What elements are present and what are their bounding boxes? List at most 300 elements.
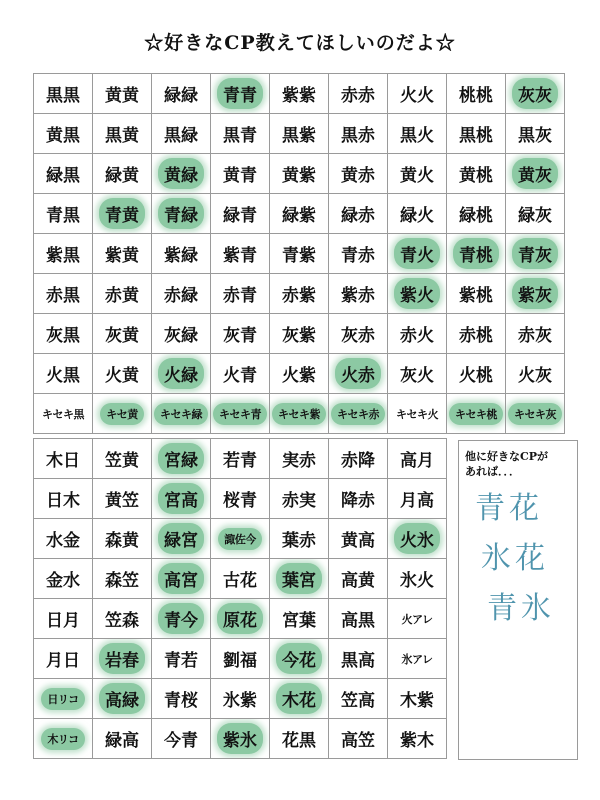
cp-label: 火火 (400, 86, 434, 106)
cp-cell (447, 114, 506, 154)
grid-row (34, 519, 447, 559)
cp-cell (34, 599, 93, 639)
cp-label: 赤実 (282, 491, 316, 511)
cp-cell (93, 234, 152, 274)
cp-label: 黒高 (341, 651, 375, 671)
cp-label-highlighted: 青黄 (99, 198, 145, 229)
grid-row (34, 314, 565, 354)
cp-cell (152, 639, 211, 679)
cp-label: 笠高 (341, 691, 375, 711)
cp-cell (506, 234, 565, 274)
cp-label: 赤青 (223, 286, 257, 306)
handwritten-cp-1: 青花 (475, 491, 543, 526)
cp-label-highlighted: 青桃 (453, 238, 499, 269)
cp-cell (329, 354, 388, 394)
cp-cell (388, 639, 447, 679)
cp-cell (211, 479, 270, 519)
cp-cell (388, 74, 447, 114)
cp-cell (506, 154, 565, 194)
cp-label: 若青 (223, 451, 257, 471)
cp-cell (270, 439, 329, 479)
cp-label: 灰黒 (46, 326, 80, 346)
cp-cell (152, 114, 211, 154)
grid-row (34, 154, 565, 194)
cp-label-highlighted: 岩春 (99, 643, 145, 674)
cp-cell (270, 314, 329, 354)
cp-label-highlighted: 今花 (276, 643, 322, 674)
cp-label: 火青 (223, 366, 257, 386)
cp-cell (34, 394, 93, 434)
cp-label: 桃桃 (459, 86, 493, 106)
cp-cell (329, 599, 388, 639)
cp-cell (34, 194, 93, 234)
cp-label-highlighted: 紫氷 (217, 723, 263, 754)
cp-cell (447, 154, 506, 194)
cp-cell (211, 234, 270, 274)
grid-row (34, 354, 565, 394)
cp-cell (152, 599, 211, 639)
cp-label: 赤桃 (459, 326, 493, 346)
cp-label: 紫赤 (341, 286, 375, 306)
cp-label: 火黒 (46, 366, 80, 386)
cp-cell (506, 74, 565, 114)
cp-label: 灰緑 (164, 326, 198, 346)
cp-cell (447, 234, 506, 274)
cp-label-highlighted: キセキ赤 (331, 403, 385, 425)
cp-cell (152, 314, 211, 354)
cp-cell (152, 439, 211, 479)
cp-label: 灰赤 (341, 326, 375, 346)
cp-cell (506, 114, 565, 154)
cp-cell (93, 519, 152, 559)
cp-cell (329, 234, 388, 274)
cp-label: 灰黄 (105, 326, 139, 346)
cp-label: 高月 (400, 451, 434, 471)
cp-label: 緑青 (223, 206, 257, 226)
cp-label-highlighted: 木リコ (41, 728, 84, 750)
grid-row (34, 559, 447, 599)
cp-label: 青若 (164, 651, 198, 671)
cp-cell (211, 719, 270, 759)
grid-row (34, 599, 447, 639)
cp-cell (329, 559, 388, 599)
cp-label: 黄高 (341, 531, 375, 551)
cp-label: 日月 (46, 611, 80, 631)
cp-label: 森黄 (105, 531, 139, 551)
cp-cell (34, 439, 93, 479)
cp-cell (388, 314, 447, 354)
cp-cell (270, 519, 329, 559)
cp-label: 日木 (46, 491, 80, 511)
cp-label-highlighted: 葉宮 (276, 563, 322, 594)
cp-label-highlighted: 青灰 (512, 238, 558, 269)
cp-label: 黒赤 (341, 126, 375, 146)
cp-label: 火桃 (459, 366, 493, 386)
cp-label: 火灰 (518, 366, 552, 386)
cp-label: 紫緑 (164, 246, 198, 266)
cp-label: 緑赤 (341, 206, 375, 226)
cp-cell (211, 559, 270, 599)
cp-label-highlighted: 青緑 (158, 198, 204, 229)
cp-cell (329, 519, 388, 559)
other-cp-note-box (458, 440, 578, 760)
cp-cell (506, 314, 565, 354)
cp-label: 劉福 (223, 651, 257, 671)
cp-label-highlighted: 諏佐今 (218, 528, 262, 550)
cp-label: 氷アレ (401, 652, 433, 666)
cp-cell (93, 719, 152, 759)
cp-cell (152, 154, 211, 194)
cp-label: 赤黒 (46, 286, 80, 306)
grid-row (34, 639, 447, 679)
cp-label: 紫桃 (459, 286, 493, 306)
cp-label-highlighted: 緑宮 (158, 523, 204, 554)
cp-label: 赤緑 (164, 286, 198, 306)
cp-cell (152, 234, 211, 274)
cp-label: 紫紫 (282, 86, 316, 106)
cp-label: 青黒 (46, 206, 80, 226)
cp-cell (388, 194, 447, 234)
cp-label: 葉赤 (282, 531, 316, 551)
cp-label: 古花 (223, 571, 257, 591)
cp-label: キセキ火 (396, 407, 438, 421)
cp-cell (152, 354, 211, 394)
cp-cell (34, 719, 93, 759)
cp-cell (388, 274, 447, 314)
cp-cell (34, 479, 93, 519)
cp-cell (93, 154, 152, 194)
cp-cell (211, 394, 270, 434)
grid-row (34, 274, 565, 314)
cp-label: 月日 (46, 651, 80, 671)
cp-cell (388, 439, 447, 479)
handwritten-cp-3: 青氷 (487, 591, 555, 626)
cp-cell (211, 519, 270, 559)
cp-cell (329, 194, 388, 234)
cp-label: 実赤 (282, 451, 316, 471)
grid-row (34, 194, 565, 234)
cp-cell (388, 719, 447, 759)
cp-label: 宮葉 (282, 611, 316, 631)
cp-label: 灰紫 (282, 326, 316, 346)
cp-cell (211, 354, 270, 394)
cp-cell (388, 394, 447, 434)
cp-cell (329, 314, 388, 354)
cp-cell (270, 234, 329, 274)
cp-label: 黄火 (400, 166, 434, 186)
cp-cell (211, 114, 270, 154)
cp-cell (211, 439, 270, 479)
cp-cell (93, 314, 152, 354)
grid-row (34, 234, 565, 274)
cp-label: 氷火 (400, 571, 434, 591)
cp-label-highlighted: 宮高 (158, 483, 204, 514)
cp-cell (270, 394, 329, 434)
grid-row (34, 114, 565, 154)
cp-cell (211, 74, 270, 114)
cp-label: 降赤 (341, 491, 375, 511)
cp-label: 森笠 (105, 571, 139, 591)
cp-cell (34, 354, 93, 394)
cp-cell (152, 394, 211, 434)
cp-cell (152, 479, 211, 519)
cp-cell (447, 354, 506, 394)
cp-label: 黒灰 (518, 126, 552, 146)
cp-label-highlighted: 灰灰 (512, 78, 558, 109)
grid-row (34, 719, 447, 759)
grid-row (34, 439, 447, 479)
cp-cell (93, 74, 152, 114)
cp-cell (329, 394, 388, 434)
cp-label-highlighted: 紫火 (394, 278, 440, 309)
cp-label: 緑高 (105, 731, 139, 751)
cp-label: 紫黄 (105, 246, 139, 266)
cp-cell (152, 194, 211, 234)
cp-cell (447, 394, 506, 434)
cp-cell (211, 194, 270, 234)
cp-cell (506, 394, 565, 434)
cp-label: 黒紫 (282, 126, 316, 146)
cp-label: 火黄 (105, 366, 139, 386)
note-prompt (465, 449, 548, 479)
cp-cell (388, 599, 447, 639)
cp-cell (388, 479, 447, 519)
cp-cell (270, 639, 329, 679)
cp-cell (152, 519, 211, 559)
cp-cell (270, 114, 329, 154)
cp-cell (211, 274, 270, 314)
cp-cell (506, 354, 565, 394)
cp-cell (388, 519, 447, 559)
cp-label: 水金 (46, 531, 80, 551)
cp-label: 木紫 (400, 691, 434, 711)
cp-cell (270, 479, 329, 519)
cp-grid-other (33, 438, 447, 759)
cp-label: 黄笠 (105, 491, 139, 511)
cp-label-highlighted: キセ黄 (100, 403, 144, 425)
cp-label: 火アレ (401, 612, 433, 626)
cp-label: 高笠 (341, 731, 375, 751)
cp-label: 赤火 (400, 326, 434, 346)
cp-label: 黒緑 (164, 126, 198, 146)
cp-cell (34, 74, 93, 114)
cp-cell (506, 194, 565, 234)
cp-cell (34, 314, 93, 354)
cp-cell (34, 559, 93, 599)
cp-cell (329, 274, 388, 314)
cp-label: 黄黄 (105, 86, 139, 106)
cp-label: 緑黒 (46, 166, 80, 186)
cp-label: 紫木 (400, 731, 434, 751)
cp-cell (447, 274, 506, 314)
cp-cell (93, 194, 152, 234)
cp-label: 黄桃 (459, 166, 493, 186)
cp-label: 黄赤 (341, 166, 375, 186)
cp-label: 緑灰 (518, 206, 552, 226)
cp-cell (211, 639, 270, 679)
cp-label-highlighted: キセキ桃 (449, 403, 503, 425)
cp-cell (211, 314, 270, 354)
grid-row (34, 394, 565, 434)
cp-cell (93, 599, 152, 639)
cp-label-highlighted: 青今 (158, 603, 204, 634)
cp-label: 紫青 (223, 246, 257, 266)
cp-label-highlighted: キセキ紫 (272, 403, 326, 425)
cp-cell (270, 719, 329, 759)
cp-label-highlighted: キセキ緑 (154, 403, 208, 425)
cp-cell (329, 679, 388, 719)
cp-cell (447, 314, 506, 354)
cp-cell (329, 719, 388, 759)
cp-label-highlighted: 高宮 (158, 563, 204, 594)
cp-label-highlighted: 紫灰 (512, 278, 558, 309)
cp-label-highlighted: 高緑 (99, 683, 145, 714)
cp-label-highlighted: 火緑 (158, 358, 204, 389)
cp-cell (329, 74, 388, 114)
cp-cell (447, 74, 506, 114)
cp-cell (270, 74, 329, 114)
cp-cell (93, 639, 152, 679)
cp-label: 赤黄 (105, 286, 139, 306)
cp-label: 月高 (400, 491, 434, 511)
cp-cell (34, 679, 93, 719)
cp-label: 桜青 (223, 491, 257, 511)
cp-cell (270, 194, 329, 234)
cp-cell (388, 559, 447, 599)
note-prompt-line2: あれば．．． (465, 465, 520, 478)
cp-label-highlighted: 日リコ (41, 688, 84, 710)
cp-label: 紫黒 (46, 246, 80, 266)
cp-label: 高黄 (341, 571, 375, 591)
cp-cell (34, 274, 93, 314)
cp-label: 青桜 (164, 691, 198, 711)
cp-label: 緑火 (400, 206, 434, 226)
cp-cell (152, 719, 211, 759)
cp-label: 灰青 (223, 326, 257, 346)
cp-cell (270, 599, 329, 639)
cp-cell (270, 679, 329, 719)
cp-cell (93, 479, 152, 519)
cp-label: 緑紫 (282, 206, 316, 226)
cp-cell (388, 234, 447, 274)
cp-cell (93, 274, 152, 314)
cp-label: 今青 (164, 731, 198, 751)
grid-row (34, 74, 565, 114)
grid-row (34, 479, 447, 519)
cp-cell (388, 679, 447, 719)
cp-label: 赤赤 (341, 86, 375, 106)
cp-label-highlighted: 火赤 (335, 358, 381, 389)
cp-label-highlighted: 青青 (217, 78, 263, 109)
cp-label: キセキ黒 (42, 407, 84, 421)
cp-label: 青紫 (282, 246, 316, 266)
cp-cell (329, 154, 388, 194)
cp-label-highlighted: 木花 (276, 683, 322, 714)
cp-label-highlighted: 宮緑 (158, 443, 204, 474)
cp-label-highlighted: 青火 (394, 238, 440, 269)
cp-cell (329, 479, 388, 519)
cp-cell (270, 559, 329, 599)
cp-label: 高黒 (341, 611, 375, 631)
cp-label: 緑桃 (459, 206, 493, 226)
cp-cell (34, 519, 93, 559)
cp-label: 木日 (46, 451, 80, 471)
cp-label: 赤灰 (518, 326, 552, 346)
cp-label: 黄青 (223, 166, 257, 186)
cp-cell (93, 559, 152, 599)
cp-label-highlighted: 原花 (217, 603, 263, 634)
cp-label: 緑緑 (164, 86, 198, 106)
cp-cell (329, 114, 388, 154)
cp-label-highlighted: 黄緑 (158, 158, 204, 189)
cp-cell (93, 114, 152, 154)
handwritten-cp-2: 氷花 (481, 541, 549, 576)
page-title: ☆好きなCP教えてほしいのだよ☆ (144, 32, 456, 54)
cp-label: 黒青 (223, 126, 257, 146)
cp-label: 黒黒 (46, 86, 80, 106)
cp-cell (211, 154, 270, 194)
cp-label: 緑黄 (105, 166, 139, 186)
cp-cell (93, 394, 152, 434)
grid-row (34, 679, 447, 719)
cp-label: 赤降 (341, 451, 375, 471)
cp-label: 黄黒 (46, 126, 80, 146)
cp-label-highlighted: 火氷 (394, 523, 440, 554)
cp-cell (152, 679, 211, 719)
cp-cell (211, 679, 270, 719)
cp-cell (34, 114, 93, 154)
cp-cell (152, 274, 211, 314)
cp-label: 笠黄 (105, 451, 139, 471)
cp-cell (388, 354, 447, 394)
cp-label-highlighted: キセキ灰 (508, 403, 562, 425)
cp-cell (152, 559, 211, 599)
cp-cell (34, 639, 93, 679)
cp-cell (388, 154, 447, 194)
cp-label-highlighted: 黄灰 (512, 158, 558, 189)
cp-label: 赤紫 (282, 286, 316, 306)
cp-label: 黄紫 (282, 166, 316, 186)
cp-cell (93, 439, 152, 479)
note-prompt-line1: 他に好きなCPが (465, 450, 549, 463)
cp-cell (34, 234, 93, 274)
cp-cell (329, 439, 388, 479)
cp-cell (270, 354, 329, 394)
cp-label: 笠森 (105, 611, 139, 631)
cp-label: 火紫 (282, 366, 316, 386)
cp-cell (270, 154, 329, 194)
cp-cell (329, 639, 388, 679)
cp-label: 花黒 (282, 731, 316, 751)
cp-label: 青赤 (341, 246, 375, 266)
cp-label: 黒火 (400, 126, 434, 146)
cp-grid-main (33, 73, 565, 434)
cp-cell (34, 154, 93, 194)
cp-label: 灰火 (400, 366, 434, 386)
cp-label: 金水 (46, 571, 80, 591)
cp-cell (93, 354, 152, 394)
cp-label: 黒桃 (459, 126, 493, 146)
cp-cell (270, 274, 329, 314)
cp-label: 黒黄 (105, 126, 139, 146)
cp-cell (506, 274, 565, 314)
cp-cell (93, 679, 152, 719)
cp-label-highlighted: キセキ青 (213, 403, 267, 425)
cp-cell (211, 599, 270, 639)
cp-label: 氷紫 (223, 691, 257, 711)
cp-cell (447, 194, 506, 234)
cp-cell (388, 114, 447, 154)
